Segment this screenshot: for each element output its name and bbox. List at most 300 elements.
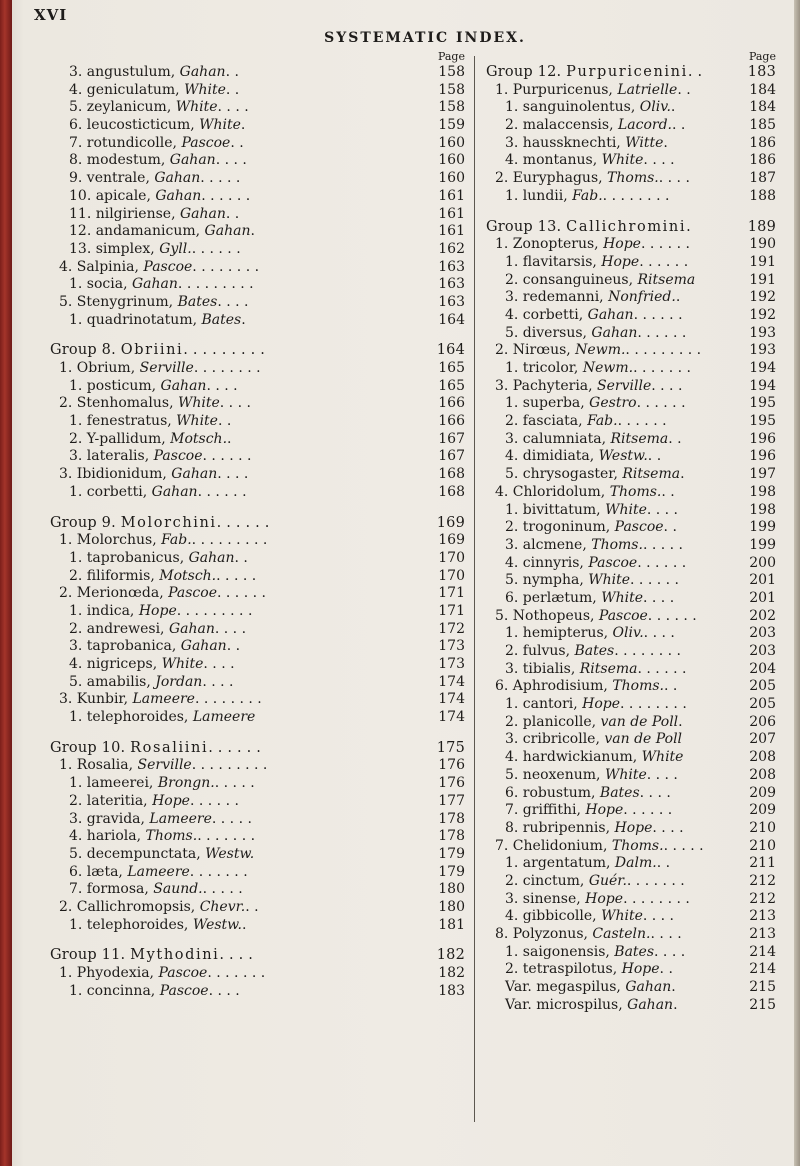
entry-name: 1. sanguinolentus, (505, 99, 640, 116)
entry-page: 159 (438, 117, 465, 134)
leader-dots: . . . . . . . . . (625, 342, 702, 359)
entry-name: 1. telephoroides, (69, 916, 193, 933)
leader-dots: . . . . . . . (189, 863, 248, 880)
entry-name: 2. consanguineus, (505, 271, 638, 288)
entry-name: 5. neoxenum, (505, 766, 605, 783)
species-entry (486, 307, 776, 325)
entry-name: 7. formosa, (69, 881, 154, 898)
entry-name: 3. angustulum, (69, 64, 180, 80)
entry-page: 183 (747, 64, 776, 80)
entry-page: 163 (438, 276, 465, 293)
entry-name: 3. Pachyteria, (495, 377, 598, 394)
entry-name: 1. socia, (69, 276, 132, 293)
group-heading (50, 342, 465, 360)
species-entry (50, 621, 465, 639)
entry-name: 4. dimidiata, (505, 448, 599, 465)
entry-page: 174 (438, 691, 465, 708)
leader-dots: . (678, 713, 683, 730)
species-entry (50, 674, 465, 692)
entry-author: White (588, 572, 631, 589)
entry-name: 2. fasciata, (505, 413, 588, 430)
species-entry (50, 135, 465, 153)
entry-page: 160 (438, 152, 465, 169)
entry-page: 208 (749, 749, 776, 766)
genus-entry (50, 360, 465, 378)
entry-name: 6. Aphrodisium, (495, 678, 613, 695)
species-entry (486, 731, 776, 749)
entry-name: 1. tricolor, (505, 360, 583, 376)
entry-name: Group 9. Molorchini (50, 514, 217, 531)
group-heading (50, 515, 465, 533)
entry-author: Hope (614, 819, 653, 836)
leader-dots: . . . . . . (201, 187, 251, 204)
entry-author: Nonfried. (608, 289, 676, 306)
entry-page: 179 (438, 863, 465, 880)
entry-name: 2. lateritia, (69, 792, 153, 809)
leader-dots: . . . . (652, 819, 684, 836)
entry-name: 1. cantori, (505, 696, 583, 713)
leader-dots: . . . . . . . (207, 965, 266, 981)
genus-entry (50, 585, 465, 603)
entry-name: Group 10. Rosaliini (50, 739, 209, 756)
entry-name: 2. cinctum, (505, 872, 589, 889)
leader-dots: . . . . . . (630, 572, 679, 589)
entry-author: Westw. (598, 448, 648, 465)
entry-author: Thoms. (607, 170, 659, 187)
entry-author: Gahan (180, 638, 227, 655)
entry-author: Hope (621, 961, 660, 978)
species-entry (50, 550, 465, 568)
species-entry (50, 206, 465, 224)
leader-dots: . . . . (219, 947, 254, 964)
entry-name: 1. corbetti, (69, 483, 152, 500)
entry-page: 200 (749, 554, 776, 571)
entry-page: 158 (438, 99, 465, 116)
entry-author: Lameere (132, 691, 195, 708)
genus-entry (50, 532, 465, 550)
entry-name: 6. perlætum, (505, 589, 602, 606)
species-entry (486, 979, 776, 997)
leader-dots: . (663, 134, 668, 151)
entry-name: 3. Ibidionidum, (59, 466, 172, 483)
species-entry (486, 188, 776, 206)
leader-dots: . . (217, 413, 232, 430)
leader-dots: . . . . . . . . . (177, 276, 254, 293)
entry-name: 2. malaccensis, (505, 117, 618, 134)
entry-author: White (177, 395, 220, 412)
entry-page: 182 (436, 947, 465, 964)
entry-name: 10. apicale, (69, 187, 156, 204)
entry-author: Thoms. (591, 536, 643, 553)
entry-author: Gahan (179, 64, 226, 80)
entry-page: 184 (749, 99, 776, 116)
entry-author: Westw. (205, 845, 255, 862)
entry-author: Lacord. (617, 117, 673, 134)
entry-page: 174 (438, 673, 465, 690)
entry-name: 5. chrysogaster, (505, 466, 623, 483)
leader-dots (695, 272, 746, 290)
leader-dots: . . . . (642, 908, 675, 925)
entry-author: Witte (625, 134, 664, 151)
entry-author: Thoms. (145, 828, 198, 845)
leader-dots: . . (647, 448, 662, 465)
entry-page: 165 (438, 377, 465, 394)
entry-name: 3. alcmene, (505, 536, 592, 553)
species-entry (486, 537, 776, 555)
entry-page: 178 (438, 828, 465, 845)
entry-page: 189 (747, 218, 776, 235)
species-entry (486, 466, 776, 484)
leader-dots: . . . . . . . (633, 360, 691, 376)
left-entries (50, 64, 465, 1000)
leader-dots (682, 731, 746, 749)
species-entry (486, 448, 776, 466)
entry-author: Gahan (587, 306, 634, 323)
entry-author: Saund. (153, 881, 203, 898)
species-entry (50, 881, 465, 899)
entry-author: Hope (138, 602, 177, 619)
leader-dots (254, 846, 435, 864)
entry-author: Oliv. (639, 99, 671, 116)
entry-page: 180 (438, 881, 465, 898)
entry-name: 3. tibialis, (505, 660, 580, 677)
genus-entry (486, 678, 776, 696)
entry-name: 6. robustum, (505, 784, 600, 801)
species-entry (486, 961, 776, 979)
entry-page: 199 (749, 519, 776, 536)
entry-name: 4. cinnyris, (505, 554, 589, 571)
species-entry (486, 891, 776, 909)
entry-name: 7. griffithi, (505, 802, 586, 819)
entry-author: White (184, 81, 226, 98)
leader-dots: . (241, 311, 246, 328)
species-entry (50, 775, 465, 793)
index-column-left (50, 50, 465, 1000)
species-entry (50, 568, 465, 586)
entry-name: 5. Nothopeus, (495, 607, 599, 624)
leader-dots: . . . . (217, 293, 249, 310)
leader-dots: . (673, 996, 678, 1013)
entry-page: 185 (749, 117, 776, 134)
leader-dots: . . (225, 81, 240, 98)
entry-name: 6. leucosticticum, (69, 117, 200, 134)
leader-dots: . . (664, 678, 678, 695)
entry-author: Gahan (160, 377, 207, 394)
entry-page: 169 (438, 532, 465, 549)
entry-page: 172 (438, 620, 465, 637)
entry-name: 2. Stenhomalus, (59, 395, 178, 412)
species-entry (486, 714, 776, 732)
entry-name: Group 11. Mythodini (50, 947, 220, 964)
species-entry (50, 223, 465, 241)
species-entry (486, 855, 776, 873)
entry-author: Pascoe (598, 607, 648, 624)
leader-dots: . . . . . . . (197, 828, 256, 845)
entry-author: Pascoe (168, 585, 217, 602)
leader-dots: . (241, 916, 247, 933)
entry-name: Var. microspilus, (505, 996, 628, 1013)
entry-name: 1. argentatum, (505, 855, 615, 872)
entry-name: 1. superba, (505, 395, 590, 412)
species-entry (50, 917, 465, 935)
genus-entry (50, 899, 465, 917)
leader-dots: . . . . (215, 152, 247, 169)
species-entry (50, 117, 465, 135)
entry-name: Var. megaspilus, (505, 979, 626, 996)
species-entry (50, 828, 465, 846)
genus-entry (486, 608, 776, 626)
entry-page: 212 (749, 890, 776, 907)
leader-dots: . . . . . . (637, 324, 687, 341)
species-entry (486, 997, 776, 1015)
entry-page: 175 (436, 739, 465, 756)
species-entry (486, 272, 776, 290)
leader-dots: . . . . (651, 377, 683, 394)
entry-author: White (605, 501, 647, 518)
genus-entry (486, 926, 776, 944)
entry-author: Fab. (572, 187, 603, 204)
leader-dots: . . . . . (211, 810, 252, 827)
entry-author: Hope (582, 696, 621, 713)
entry-author: Serville (139, 360, 194, 376)
entry-page: 215 (749, 996, 776, 1013)
entry-author: Dalm. (614, 855, 657, 872)
leader-dots: . . . . (643, 589, 675, 606)
entry-author: Bates (614, 943, 655, 960)
species-entry (486, 643, 776, 661)
entry-page: 182 (438, 965, 465, 981)
entry-author: Newm. (582, 360, 634, 376)
entry-author: Gahan (168, 620, 215, 637)
leader-dots: . . . . (202, 673, 234, 690)
leader-dots: . . (230, 134, 244, 151)
page-column-label: Page (748, 50, 776, 63)
entry-name: 1. quadrinotatum, (69, 311, 202, 328)
entry-author: Lameere (149, 810, 212, 827)
entry-author: Westw. (192, 916, 242, 933)
entry-page: 170 (438, 549, 465, 566)
leader-dots: . . . . . . . . . (183, 342, 266, 359)
entry-name: 1. fenestratus, (69, 413, 177, 430)
entry-name: 3. haussknechti, (505, 134, 626, 151)
entry-page: 207 (749, 731, 776, 748)
entry-name: 1. hemipterus, (505, 625, 613, 642)
species-entry (486, 944, 776, 962)
leader-dots: . . . . (646, 766, 678, 783)
entry-author: Gahan (169, 152, 216, 169)
entry-author: Ritsema (637, 271, 696, 288)
species-entry (486, 661, 776, 679)
species-entry (486, 696, 776, 714)
entry-page: 191 (749, 253, 776, 270)
entry-name: 1. flavitarsis, (505, 253, 602, 270)
entry-author: Gahan (171, 466, 218, 483)
entry-name: 4. gibbicolle, (505, 908, 602, 925)
species-entry (50, 846, 465, 864)
entry-page: 171 (438, 585, 465, 602)
entry-name: 4. nigriceps, (69, 656, 162, 672)
leader-dots: . . (668, 430, 682, 447)
entry-name: 3. cribricolle, (505, 731, 605, 748)
entry-author: Gahan (132, 276, 178, 293)
entry-author: Thoms. (611, 837, 664, 854)
entry-page: 167 (438, 430, 465, 447)
leader-dots: . . (245, 898, 259, 915)
leader-dots: . . . . . . . . (602, 187, 670, 204)
entry-page: 193 (749, 324, 776, 341)
species-entry (50, 378, 465, 396)
entry-name: 5. Stenygrinum, (59, 293, 178, 310)
entry-author: Jordan (155, 673, 203, 690)
leader-dots: . . . . . . . . (620, 696, 687, 713)
entry-page: 169 (436, 514, 465, 531)
leader-dots: . (250, 223, 255, 240)
entry-author: White (199, 117, 241, 134)
species-entry (486, 767, 776, 785)
leader-dots: . . . . (646, 501, 679, 518)
leader-dots: . . . . (219, 395, 251, 412)
species-entry (486, 749, 776, 767)
species-entry (50, 431, 465, 449)
leader-dots: . . . . . . (191, 240, 241, 257)
leader-dots: . . . . (217, 99, 249, 116)
entry-page: 214 (749, 943, 776, 960)
entry-name: 2. Nirœus, (495, 342, 576, 359)
entry-page: 209 (749, 802, 776, 819)
entry-page: 197 (749, 466, 776, 483)
leader-dots: . . . . (654, 943, 686, 960)
entry-author: Bates (574, 643, 615, 659)
leader-dots: . . . . (214, 620, 247, 637)
entry-author: Bates (201, 311, 242, 328)
entry-name: 4. montanus, (505, 152, 602, 169)
entry-author: White (601, 908, 643, 925)
entry-page: 164 (438, 311, 465, 328)
running-header: SYSTEMATIC INDEX. (324, 30, 526, 46)
entry-author: Gahan (179, 205, 226, 222)
leader-dots: . . . . (639, 784, 671, 801)
entry-page: 186 (749, 134, 776, 151)
leader-dots: . . . . . . . . (192, 258, 260, 275)
entry-name: 4. Chloridolum, (495, 483, 610, 500)
leader-dots: . (671, 979, 676, 996)
entry-author: Thoms. (612, 678, 665, 695)
leader-dots: . . . . (643, 152, 675, 169)
genus-entry (50, 965, 465, 983)
leader-dots: . (686, 218, 691, 235)
genus-entry (486, 170, 776, 188)
entry-name: 3. redemanni, (505, 289, 609, 306)
entry-page: 173 (438, 656, 465, 672)
entry-page: 188 (749, 187, 776, 204)
species-entry (50, 170, 465, 188)
leader-dots: . (675, 289, 681, 306)
species-entry (486, 152, 776, 170)
entry-name: 1. lundii, (505, 187, 573, 204)
group-spacer (50, 502, 465, 515)
genus-entry (486, 838, 776, 856)
entry-author: Hope (585, 802, 624, 819)
entry-page: 190 (749, 236, 776, 253)
entry-author: Brongn. (157, 775, 215, 792)
leader-dots: . . . . . . (197, 483, 247, 500)
entry-author: White (641, 749, 684, 766)
entry-name: 4. corbetti, (505, 306, 588, 323)
leader-dots (683, 749, 746, 767)
entry-name: 7. Chelidonium, (495, 837, 612, 854)
species-entry (50, 983, 465, 1001)
entry-author: van de Poll (604, 731, 683, 748)
leader-dots: . . (656, 855, 671, 872)
leader-dots: . . (226, 638, 241, 655)
species-entry (50, 638, 465, 656)
leader-dots: . . . . . . . . . (191, 757, 268, 774)
leader-dots: . . . . (203, 656, 235, 672)
genus-entry (50, 294, 465, 312)
species-entry (50, 603, 465, 621)
leader-dots: . . . . . . (633, 306, 683, 323)
entry-author: White (175, 99, 218, 116)
entry-page: 180 (438, 898, 465, 915)
species-entry (486, 360, 776, 378)
species-entry (486, 254, 776, 272)
species-entry (50, 64, 465, 82)
group-heading (486, 64, 776, 82)
entry-name: 2. tetraspilotus, (505, 961, 622, 978)
entry-name: 2. Euryphagus, (495, 170, 608, 187)
leader-dots: . (227, 430, 232, 447)
species-entry (486, 99, 776, 117)
entry-page: 158 (438, 64, 465, 80)
entry-page: 176 (438, 757, 465, 774)
leader-dots: . . . . . (663, 837, 704, 854)
entry-author: Oliv. (612, 625, 644, 642)
species-entry (50, 99, 465, 117)
leader-dots: . . (234, 549, 248, 566)
entry-name: 3. Kunbir, (59, 691, 133, 708)
page-edge-shadow (794, 0, 800, 1166)
group-spacer (50, 934, 465, 947)
entry-page: 161 (438, 187, 465, 204)
entry-page: 167 (438, 448, 465, 465)
entry-name: 8. modestum, (69, 152, 170, 169)
entry-name: 5. amabilis, (69, 673, 156, 690)
entry-name: 9. ventrale, (69, 170, 155, 187)
entry-page: 160 (438, 134, 465, 151)
leader-dots: . (680, 466, 685, 483)
entry-page: 201 (749, 589, 776, 606)
entry-name: Group 12. Purpuricenini (486, 64, 688, 80)
entry-author: Pascoe (159, 982, 209, 999)
species-entry (50, 152, 465, 170)
entry-page: 211 (749, 855, 776, 872)
leader-dots: . . . . . . (639, 253, 689, 270)
leader-dots: . . (663, 519, 677, 536)
leader-dots: . . . . (650, 926, 682, 942)
entry-name: 1. Obrium, (59, 360, 140, 376)
entry-name: 2. Callichromopsis, (59, 898, 200, 915)
entry-author: Serville (597, 377, 652, 394)
leader-dots: . . . . . . (216, 514, 270, 531)
entry-page: 194 (749, 360, 776, 376)
entry-name: Group 13. Callichromini (486, 218, 687, 235)
leader-dots: . . . . . . (637, 660, 687, 677)
leader-dots: . . . . . . . . . (191, 532, 268, 549)
species-entry (50, 276, 465, 294)
entry-name: 4. Salpinia, (59, 258, 144, 275)
entry-author: Bates (599, 784, 640, 801)
species-entry (486, 117, 776, 135)
